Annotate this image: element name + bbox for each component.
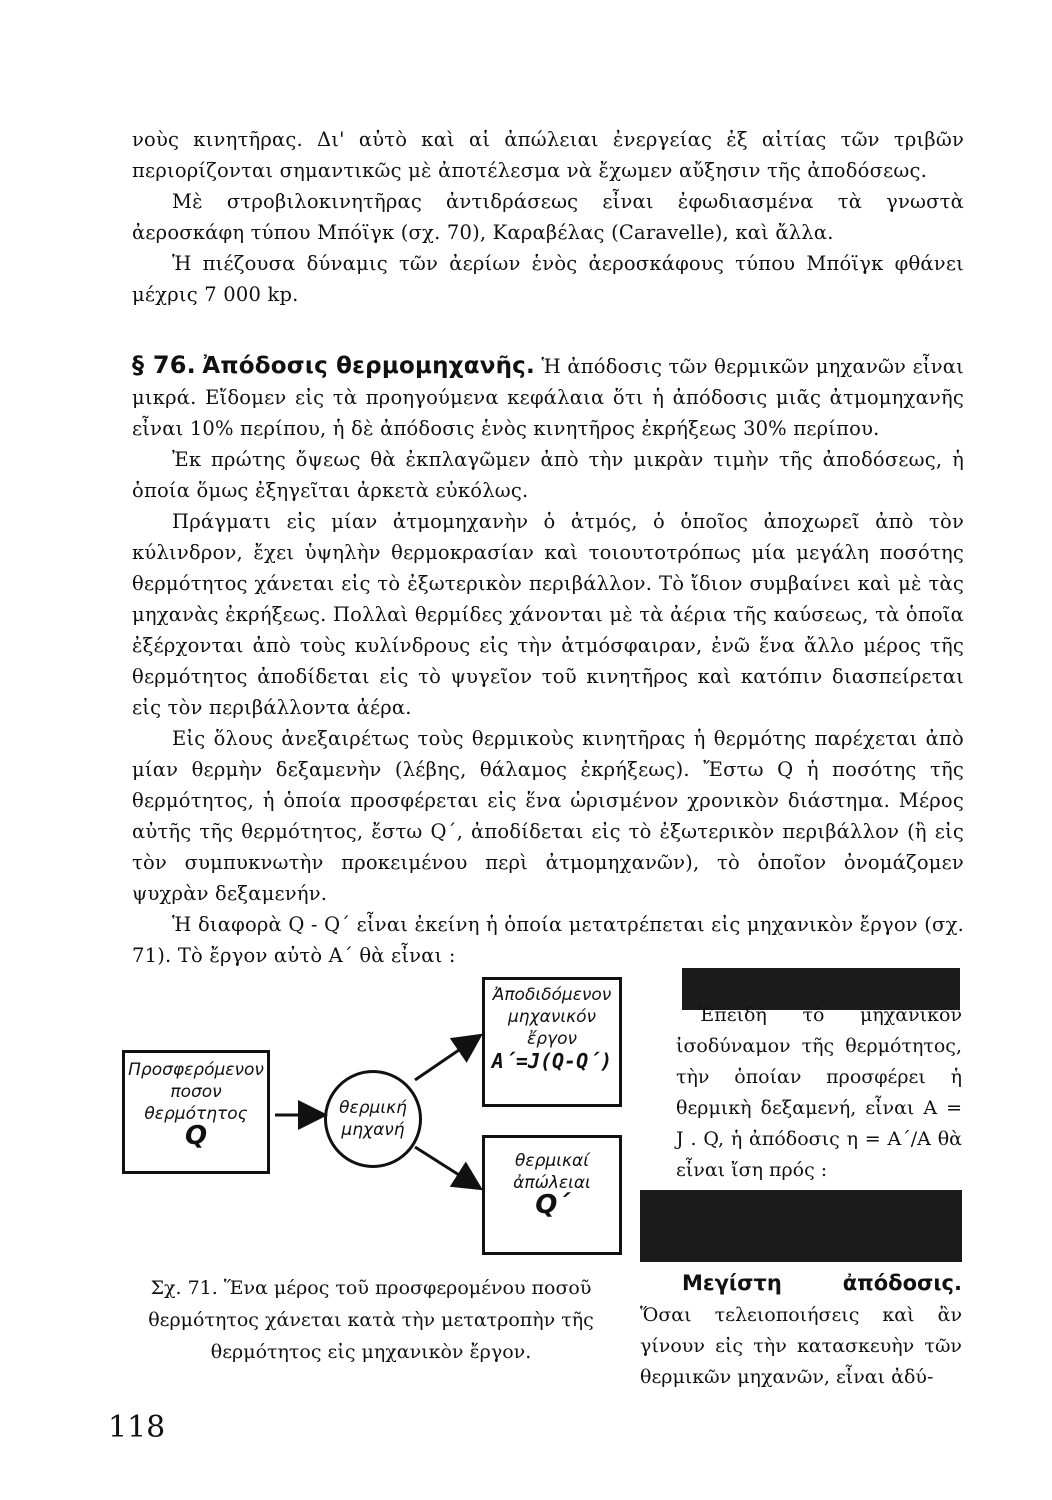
heat-loss-box (482, 1135, 622, 1255)
section-number: § 76. (132, 351, 196, 379)
heat-engine-circle (324, 1070, 422, 1168)
section-title: Ἀπόδοσις θερμομηχανῆς. (202, 353, 535, 379)
work-output-line3: ἔργον (527, 1029, 577, 1049)
body-text-top (132, 124, 964, 310)
engine-line2: μηχανή (341, 1120, 405, 1140)
page-number: 118 (108, 1410, 166, 1445)
black-bar-middle (640, 1190, 962, 1262)
work-output-line2: μηχανικόν (507, 1007, 597, 1027)
paragraph-1: νοὺς κινητῆρας. Δι' αὐτὸ καὶ αἱ ἀπώλειαι ἐνεργείας ἐξ αἰτίας τῶν τριβῶν περιορίζονται σημαντικῶς μὲ ἀποτέλεσμα νὰ ἔχωμεν αὔξησιν τῆς ἀποδόσεως. (132, 128, 964, 182)
section-intro-text: Ἡ ἀπόδοσις τῶν θερμικῶν μηχανῶν εἶναι μικρά. Εἴδομεν εἰς τὰ προηγούμενα κεφάλαια ὅτι ἡ ἀπόδοσις μιᾶς ἀτμομηχανῆς εἶναι 10% περίπου, ἡ δὲ ἀπόδοσις ἑνὸς κινητῆρος ἐκρήξεως 30% περίπου. (132, 355, 964, 440)
work-output-box (482, 977, 622, 1107)
section-76 (132, 350, 964, 971)
paragraph-5: Ἐκ πρώτης ὄψεως θὰ ἐκπλαγῶμεν ἀπὸ τὴν μικρὰν τιμὴν τῆς ἀποδόσεως, ἡ ὁποία ὅμως ἐξηγεῖται ἀρκετὰ εὐκόλως. (132, 448, 964, 502)
heat-input-symbol: Q (184, 1121, 208, 1151)
paragraph-8: Ἡ διαφορὰ Q - Q΄ εἶναι ἐκείνη ἡ ὁποία μετατρέπεται εἰς μηχανικὸν ἔργον (σχ. 71). Τὸ ἔργον αὐτὸ Α΄ θὰ εἶναι : (132, 913, 964, 967)
paragraph-6: Πράγματι εἰς μίαν ἀτμομηχανὴν ὁ ἀτμός, ὁ ὁποῖος ἀποχωρεῖ ἀπὸ τὸν κύλινδρον, ἔχει ὑψηλὴν θερμοκρασίαν καὶ τοιουτοτρόπως μία μεγάλη ποσότης θερμότητος χάνεται εἰς τὸ ἐξωτερικὸν περιβάλλον. Τὸ ἴδιον συμβαίνει καὶ μὲ τὰς μηχανὰς ἐκρήξεως. Πολλαὶ θερμίδες χάνονται μὲ τὰ ἀέρια τῆς καύσεως, τὰ ὁποῖα ἐξέρχονται ἀπὸ τοὺς κυλίνδρους εἰς τὴν ἀτμόσφαιραν, ἐνῶ ἕνα ἄλλο μέρος τῆς θερμότητος ἀποδίδεται εἰς τὸ ψυγεῖον τοῦ κινητῆρος καὶ κατόπιν διασπείρεται εἰς τὸν περιβάλλοντα ἀέρα. (132, 510, 964, 719)
arrow-engine-to-loss (415, 1147, 478, 1187)
heat-input-line2: ποσον (170, 1082, 222, 1102)
section-heading-paragraph (132, 350, 964, 444)
side-text-2 (640, 1268, 962, 1393)
paragraph-7: Εἰς ὅλους ἀνεξαιρέτως τοὺς θερμικοὺς κινητῆρας ἡ θερμότης παρέχεται ἀπὸ μίαν θερμὴν δεξαμενὴν (λέβης, θάλαμος ἐκρήξεως). Ἔστω Q ἡ ποσότης τῆς θερμότητος, ἡ ὁποία προσφέρεται εἰς ἕνα ὡρισμένον χρονικὸν διάστημα. Μέρος αὐτῆς τῆς θερμότητος, ἔστω Q΄, ἀποδίδεται εἰς τὸ ἐξωτερικὸν περιβάλλον (ἢ εἰς τὸν συμπυκνωτὴν προκειμένου περὶ ἀτμομηχανῶν), τὸ ὁποῖον ὀνομάζομεν ψυχρὰν δεξαμενήν. (132, 727, 964, 905)
engine-line1: θερμική (339, 1098, 407, 1118)
heat-engine-diagram (110, 975, 630, 1265)
work-output-formula: A΄=J(Q-Q΄) (491, 1049, 613, 1073)
figure-caption: Σχ. 71. Ἕνα μέρος τοῦ προσφερομένου ποσοῦ θερμότητος χάνεται κατὰ τὴν μετατροπὴν τῆς θερμότητος εἰς μηχανικὸν ἔργον. (148, 1277, 594, 1363)
arrow-engine-to-output (415, 1037, 478, 1080)
heat-input-box (122, 1050, 270, 1174)
side-text-1 (676, 1000, 962, 1186)
heat-loss-line2: ἀπώλειαι (513, 1173, 591, 1193)
side-paragraph-1: Ἐπειδὴ τὸ μηχανικὸν ἰσοδύναμον τῆς θερμότητος, τὴν ὁποίαν προσφέρει ἡ θερμικὴ δεξαμενή, εἶναι Α = J . Q, ἡ ἀπόδοσις η = Α΄/Α θὰ εἶναι ἴση πρός : (676, 1004, 962, 1181)
max-efficiency-heading: Μεγίστη ἀπόδοσις. (682, 1271, 962, 1295)
paragraph-3: Ἡ πιέζουσα δύναμις τῶν ἀερίων ἑνὸς ἀεροσκάφους τύπου Μπόϊγκ φθάνει μέχρις 7 000 kp. (132, 252, 964, 306)
max-efficiency-text: Ὅσαι τελειοποιήσεις καὶ ἂν γίνουν εἰς τὴν κατασκευὴν τῶν θερμικῶν μηχανῶν, εἶναι ἀδύ- (640, 1304, 962, 1388)
heat-loss-symbol: Q΄ (535, 1190, 569, 1220)
work-output-line1: Ἀποδιδόμενον (492, 985, 612, 1005)
heat-loss-line1: θερμικαί (515, 1151, 589, 1171)
side-paragraph-2 (640, 1268, 962, 1393)
paragraph-2: Μὲ στροβιλοκινητῆρας ἀντιδράσεως εἶναι ἐφωδιασμένα τὰ γνωστὰ ἀεροσκάφη τύπου Μπόϊγκ (σχ. 70), Καραβέλας (Caravelle), καὶ ἄλλα. (132, 190, 964, 244)
heat-input-line1: Προσφερόμενον (128, 1060, 264, 1080)
heat-input-line3: θερμότητος (144, 1104, 248, 1124)
